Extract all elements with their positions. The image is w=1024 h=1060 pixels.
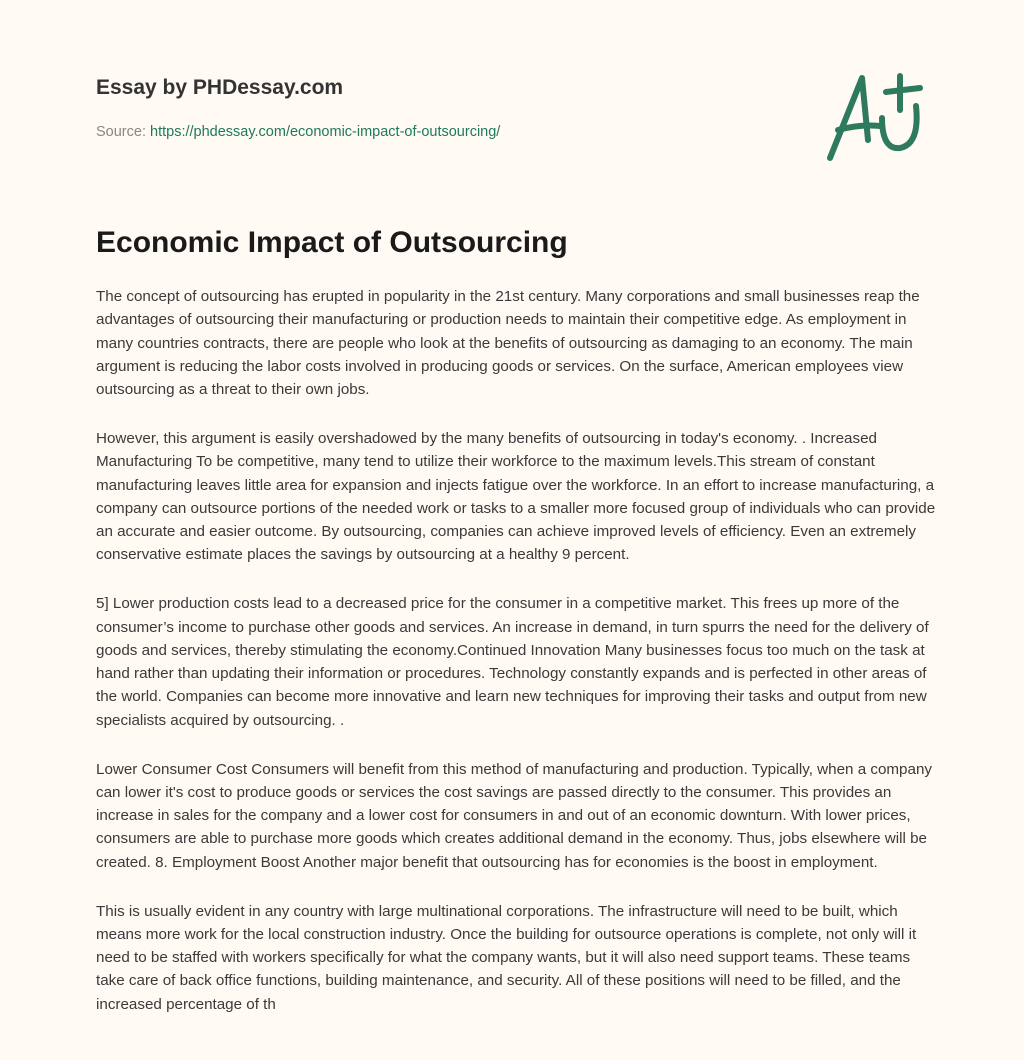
source-link[interactable]: https://phdessay.com/economic-impact-of-outsourcing/ [150, 124, 501, 140]
essay-title: Economic Impact of Outsourcing [96, 226, 568, 259]
a-plus-logo-icon [820, 68, 930, 168]
essay-paragraph: Lower Consumer Cost Consumers will benefit from this method of manufacturing and production. Typically, when a company can lower it's cost to produce goods or services the cost savings are passed directly to the consumer. This provides an increase in sales for the company and a lower cost for consumers in and out of an economic downturn. With lower prices, consumers are able to purchase more goods which creates additional demand in the economy. Thus, jobs elsewhere will be created. 8. Employment Boost Another major benefit that outsourcing has for economies is the boost in employment. [96, 760, 932, 871]
essay-body [96, 285, 936, 1042]
source-line [96, 124, 500, 140]
source-label: Source: [96, 124, 146, 140]
essay-paragraph: 5] Lower production costs lead to a decreased price for the consumer in a competitive market. This frees up more of the consumer’s income to purchase other goods and services. An increase in demand, in turn spurrs the need for the delivery of goods and services, thereby stimulating the economy.Continued Innovation Many businesses focus too much on the task at hand rather than updating their information or procedures. Technology constantly expands and is perfected in other areas of the world. Companies can become more innovative and learn new techniques for improving their tasks and output from new specialists acquired by outsourcing. . [96, 595, 929, 729]
essay-paragraph: The concept of outsourcing has erupted in popularity in the 21st century. Many corporations and small businesses reap the advantages of outsourcing their manufacturing or production needs to maintain their competitive edge. As employment in many countries contracts, there are people who look at the benefits of outsourcing as damaging to an economy. The main argument is reducing the labor costs involved in producing goods or services. On the surface, American employees view outsourcing as a threat to their own jobs. [96, 288, 920, 399]
essay-paragraph: However, this argument is easily overshadowed by the many benefits of outsourcing in today's economy. . Increased Manufacturing To be competitive, many tend to utilize their workforce to the maximum levels.This stream of constant manufacturing leaves little area for expansion and injects fatigue over the workforce. In an effort to increase manufacturing, a company can outsource portions of the needed work or tasks to a smaller more focused group of individuals who can provide an accurate and easier outcome. By outsourcing, companies can achieve improved levels of efficiency. Even an extremely conservative estimate places the savings by outsourcing at a healthy 9 percent. [96, 429, 936, 564]
site-title: Essay by PHDessay.com [96, 76, 344, 99]
essay-paragraph: This is usually evident in any country with large multinational corporations. The infrastructure will need to be built, which means more work for the local construction industry. Once the building for outsource operations is complete, not only will it need to be staffed with workers specifically for what the company wants, but it will also need support teams. These teams take care of back office functions, building maintenance, and security. All of these positions will need to be filled, and the increased percentage of th [96, 902, 917, 1013]
